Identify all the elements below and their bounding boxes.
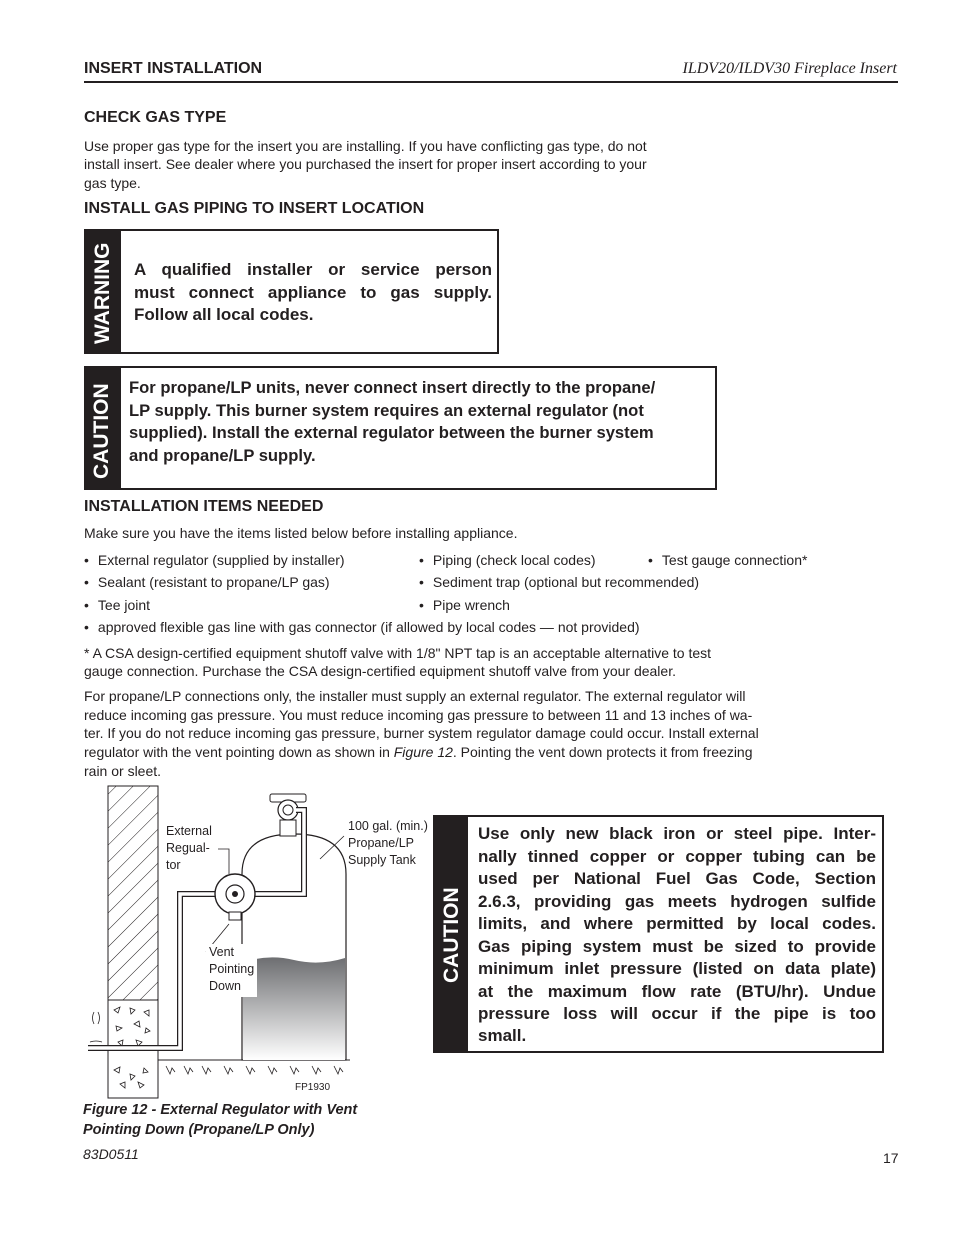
footnote-line-2: gauge connection. Purchase the CSA design-certified equipment shutoff valve from your dealer.	[84, 663, 676, 679]
figure-caption: Figure 12 - External Regulator with Vent Pointing Down (Propane/LP Only)	[83, 1102, 358, 1138]
item-external-regulator: • External regulator (supplied by installer)	[84, 552, 345, 568]
label-supply-tank: 100 gal. (min.) Propane/LP Supply Tank	[348, 819, 428, 867]
check-gas-line-1: Use proper gas type for the insert you are installing. If you have conflicting gas type, do not	[84, 138, 647, 154]
regulator-vent	[229, 912, 241, 920]
items-heading: INSTALLATION ITEMS NEEDED	[84, 498, 324, 515]
check-gas-heading: CHECK GAS TYPE	[84, 109, 227, 126]
regulator-leader	[218, 849, 229, 874]
caution2-tab	[435, 817, 468, 1051]
page-number: 17	[883, 1150, 899, 1166]
para-line-4: regulator with the vent pointing down as shown in Figure 12. Pointing the vent down protects it from freezing	[84, 744, 753, 760]
item-flexible-gas-line: • approved flexible gas line with gas connector (if allowed by local codes — not provided)	[84, 619, 640, 635]
warning-tab-label: WARNING	[91, 242, 114, 344]
para-line-1: For propane/LP connections only, the installer must supply an external regulator. The external regulator will	[84, 688, 746, 704]
caution1-line-2: LP supply. This burner system requires an external regulator (not	[129, 400, 644, 420]
caution1-line-1: For propane/LP units, never connect insert directly to the propane/	[129, 378, 656, 397]
item-sediment-trap: • Sediment trap (optional but recommended)	[419, 574, 699, 590]
para-line-2: reduce incoming gas pressure. You must reduce incoming gas pressure to between 11 and 13 inches of wa-	[84, 707, 753, 723]
caution2-line-10: small.	[478, 1026, 527, 1045]
para-line-3: ter. If you do not reduce incoming gas pressure, burner system regulator damage could occur. Install external	[84, 725, 759, 741]
caution2-line-8: at the maximum flow rate (BTU/hr). Undue	[478, 981, 876, 1001]
document-number: 83D0511	[83, 1146, 139, 1162]
warning-line-3: Follow all local codes.	[134, 305, 314, 324]
caution-tab	[86, 368, 121, 488]
figure-code: FP1930	[295, 1082, 331, 1093]
wall-section	[108, 786, 158, 1000]
caution2-line-9: pressure loss will occur if the pipe is too	[478, 1004, 876, 1023]
footnote-line-1: * A CSA design-certified equipment shutoff valve with 1/8" NPT tap is an acceptable alternative to test	[84, 645, 712, 661]
caution2-line-4: 2.6.3, providing gas meets hydrogen sulfide	[478, 891, 876, 911]
items-intro: Make sure you have the items listed below before installing appliance.	[84, 525, 518, 541]
warning-tab	[86, 231, 121, 352]
tank-liquid	[243, 957, 345, 1060]
caution-box-pipe	[433, 815, 884, 1053]
check-gas-line-3: gas type.	[84, 175, 141, 191]
caution2-line-2: nally tinned copper or copper tubing can be	[478, 846, 876, 866]
warning-box	[84, 229, 499, 354]
item-piping: • Piping (check local codes)	[419, 552, 596, 568]
caution-tab-label: CAUTION	[90, 383, 113, 479]
tank-valve-neck	[280, 820, 296, 836]
item-sealant: • Sealant (resistant to propane/LP gas)	[84, 574, 330, 590]
grass-marks	[166, 1066, 343, 1074]
caution1-line-4: and propane/LP supply.	[129, 445, 316, 465]
item-pipe-wrench: • Pipe wrench	[419, 597, 510, 613]
caution2-line-3: used per National Fuel Gas Code, Section	[478, 869, 876, 888]
warning-line-2: must connect appliance to gas supply.	[134, 282, 492, 302]
caution2-tab-label: CAUTION	[440, 887, 463, 983]
label-vent-pointing-down: Vent Pointing Down	[206, 944, 257, 997]
caution1-line-3: supplied). Install the external regulator between the burner system	[129, 423, 654, 442]
header-rule	[84, 81, 898, 83]
caution2-line-1: Use only new black iron or steel pipe. Inter-	[478, 824, 876, 843]
section-title: INSERT INSTALLATION	[84, 60, 263, 77]
label-external-regulator: External Regual- tor	[166, 824, 212, 872]
piping-heading: INSTALL GAS PIPING TO INSERT LOCATION	[84, 200, 425, 217]
figure-reference: Figure 12	[393, 744, 453, 760]
item-test-gauge: • Test gauge connection*	[648, 552, 807, 568]
check-gas-line-2: install insert. See dealer where you purchased the insert for proper insert according to your	[84, 156, 647, 172]
warning-line-1: A qualified installer or service person	[134, 260, 492, 279]
item-tee-joint: • Tee joint	[84, 597, 150, 613]
para-line-5: rain or sleet.	[84, 763, 162, 779]
product-title: ILDV20/ILDV30 Fireplace Insert	[682, 60, 897, 77]
caution2-line-6: Gas piping system must be sized to provide	[478, 936, 876, 956]
caution2-line-5: limits, and where permitted by local codes.	[478, 914, 876, 933]
caution2-line-7: minimum inlet pressure (listed on data plate)	[478, 959, 876, 978]
caution-box-propane	[84, 366, 717, 490]
